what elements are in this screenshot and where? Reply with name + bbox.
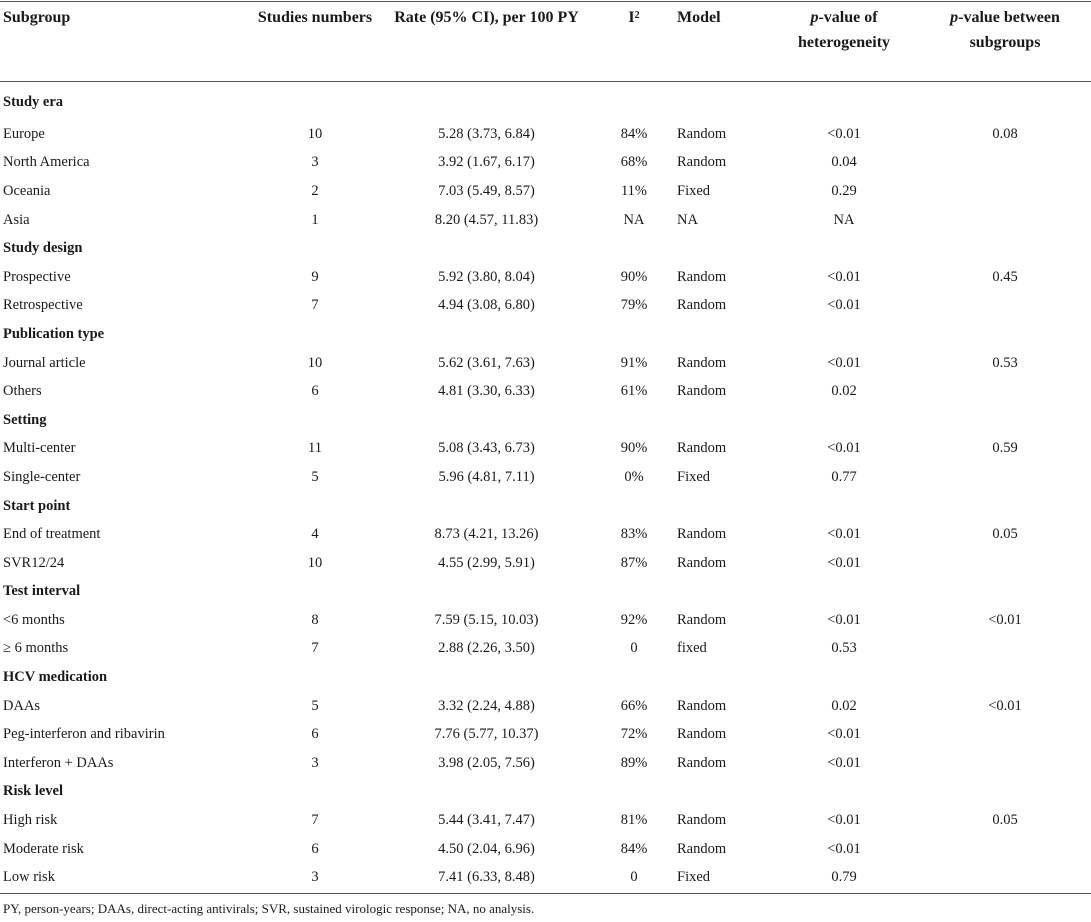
group-row (0, 578, 1091, 607)
cell-model: Fixed (677, 468, 711, 485)
cell-subgroup: Single-center (3, 468, 81, 485)
cell-studies: 5 (311, 697, 319, 714)
cell-model: Random (677, 812, 727, 829)
table-row (0, 549, 1091, 578)
table-row (0, 120, 1091, 149)
cell-model: Random (677, 297, 727, 314)
cell-heterogeneity: 0.53 (831, 640, 857, 657)
table-row (0, 806, 1091, 835)
cell-subgroup: Journal article (3, 354, 86, 371)
cell-studies: 7 (311, 812, 319, 829)
cell-studies: 3 (311, 754, 319, 771)
cell-model: Random (677, 354, 727, 371)
table-row (0, 520, 1091, 549)
header-subgroup: Subgroup (3, 9, 71, 26)
header-i2-base: I (628, 9, 635, 26)
cell-rate: 8.73 (4.21, 13.26) (434, 526, 539, 543)
cell-i2: 84% (620, 125, 648, 142)
cell-between (919, 749, 1091, 778)
cell-rate: 5.28 (3.73, 6.84) (438, 125, 535, 142)
group-title: Start point (3, 497, 71, 514)
cell-i2: 79% (620, 297, 648, 314)
cell-studies: 9 (311, 268, 319, 285)
cell-rate: 7.59 (5.15, 10.03) (434, 611, 539, 628)
table-body (0, 78, 1091, 892)
table-row (0, 606, 1091, 635)
cell-model: Random (677, 754, 727, 771)
table-row (0, 435, 1091, 464)
cell-i2: 0% (624, 468, 644, 485)
cell-i2: 0 (630, 869, 638, 886)
cell-subgroup: SVR12/24 (3, 554, 65, 571)
cell-subgroup: Multi-center (3, 440, 76, 457)
cell-heterogeneity: 0.02 (831, 697, 857, 714)
group-title: Risk level (3, 783, 64, 800)
header-het-p: p (810, 9, 819, 26)
cell-studies: 11 (308, 440, 322, 457)
cell-model: Random (677, 440, 727, 457)
cell-subgroup: Moderate risk (3, 840, 84, 857)
cell-between (919, 635, 1091, 664)
group-title: Study era (3, 93, 64, 110)
group-title: Study design (3, 240, 83, 257)
group-title: HCV medication (3, 669, 108, 686)
cell-subgroup: High risk (3, 812, 58, 829)
cell-between: <0.01 (988, 611, 1022, 628)
cell-model: Random (677, 726, 727, 743)
header-between (919, 2, 1091, 78)
header-i2 (593, 2, 675, 78)
cell-heterogeneity: 0.29 (831, 182, 857, 199)
cell-i2: 90% (620, 440, 648, 457)
cell-between (919, 149, 1091, 178)
cell-studies: 7 (311, 640, 319, 657)
cell-heterogeneity: 0.04 (831, 154, 857, 171)
cell-i2: 68% (620, 154, 648, 171)
cell-heterogeneity: <0.01 (827, 726, 861, 743)
cell-between (919, 463, 1091, 492)
cell-i2: 90% (620, 268, 648, 285)
cell-model: Random (677, 268, 727, 285)
cell-i2: 61% (620, 383, 648, 400)
cell-heterogeneity: <0.01 (827, 611, 861, 628)
cell-between: 0.45 (992, 268, 1018, 285)
cell-rate: 4.94 (3.08, 6.80) (438, 297, 535, 314)
table-row (0, 749, 1091, 778)
cell-between (919, 835, 1091, 864)
cell-heterogeneity: <0.01 (827, 440, 861, 457)
header-between-p: p (950, 9, 959, 26)
table-row (0, 720, 1091, 749)
cell-studies: 10 (307, 354, 323, 371)
cell-studies: 6 (311, 726, 319, 743)
cell-rate: 4.55 (2.99, 5.91) (438, 554, 535, 571)
cell-studies: 3 (311, 154, 319, 171)
subgroup-table (0, 2, 1091, 892)
cell-studies: 5 (311, 468, 319, 485)
group-row (0, 663, 1091, 692)
group-row (0, 492, 1091, 521)
group-row (0, 778, 1091, 807)
table-row (0, 149, 1091, 178)
cell-model: Fixed (677, 869, 711, 886)
cell-heterogeneity: NA (833, 211, 855, 228)
table-row (0, 635, 1091, 664)
cell-rate: 2.88 (2.26, 3.50) (438, 640, 535, 657)
cell-between: 0.05 (992, 526, 1018, 543)
cell-subgroup: Europe (3, 125, 45, 142)
cell-studies: 1 (311, 211, 319, 228)
header-row (0, 2, 1091, 78)
table-row (0, 206, 1091, 235)
cell-i2: 83% (620, 526, 648, 543)
cell-model: Random (677, 125, 727, 142)
cell-rate: 7.03 (5.49, 8.57) (438, 182, 535, 199)
group-row (0, 234, 1091, 263)
cell-heterogeneity: <0.01 (827, 297, 861, 314)
cell-subgroup: ≥ 6 months (3, 640, 69, 657)
cell-rate: 5.92 (3.80, 8.04) (438, 268, 535, 285)
header-i2-sup: 2 (634, 10, 640, 21)
cell-heterogeneity: <0.01 (827, 354, 861, 371)
cell-model: Random (677, 611, 727, 628)
table-row (0, 292, 1091, 321)
cell-between: <0.01 (988, 697, 1022, 714)
cell-between (919, 377, 1091, 406)
cell-between (919, 549, 1091, 578)
cell-between (919, 720, 1091, 749)
cell-studies: 2 (311, 182, 319, 199)
table-row (0, 349, 1091, 378)
cell-subgroup: Asia (3, 211, 30, 228)
cell-studies: 3 (311, 869, 319, 886)
group-title: Setting (3, 411, 47, 428)
cell-rate: 7.41 (6.33, 8.48) (438, 869, 535, 886)
cell-subgroup: End of treatment (3, 526, 101, 543)
group-row (0, 406, 1091, 435)
table-footnote: PY, person-years; DAAs, direct-acting antivirals; SVR, sustained virologic response; NA, no analysis. (3, 901, 535, 916)
cell-rate: 4.81 (3.30, 6.33) (438, 383, 535, 400)
cell-model: Random (677, 840, 727, 857)
cell-heterogeneity: 0.77 (831, 468, 857, 485)
cell-subgroup: Oceania (3, 182, 51, 199)
cell-heterogeneity: <0.01 (827, 554, 861, 571)
cell-between (919, 292, 1091, 321)
cell-studies: 10 (307, 554, 323, 571)
cell-i2: 91% (620, 354, 648, 371)
cell-between: 0.05 (992, 812, 1018, 829)
group-title: Publication type (3, 325, 105, 342)
cell-i2: 81% (620, 812, 648, 829)
table-row (0, 463, 1091, 492)
cell-i2: 66% (620, 697, 648, 714)
cell-rate: 4.50 (2.04, 6.96) (438, 840, 535, 857)
cell-subgroup: Peg-interferon and ribavirin (3, 726, 165, 743)
cell-between: 0.59 (992, 440, 1018, 457)
cell-rate: 3.32 (2.24, 4.88) (438, 697, 535, 714)
table-row (0, 863, 1091, 892)
cell-heterogeneity: <0.01 (827, 812, 861, 829)
cell-i2: 92% (620, 611, 648, 628)
table-row (0, 377, 1091, 406)
cell-rate: 5.62 (3.61, 7.63) (438, 354, 535, 371)
cell-heterogeneity: <0.01 (827, 840, 861, 857)
cell-heterogeneity: <0.01 (827, 268, 861, 285)
bottom-rule (0, 893, 1091, 894)
cell-rate: 7.76 (5.77, 10.37) (434, 726, 539, 743)
cell-subgroup: Retrospective (3, 297, 83, 314)
cell-between (919, 863, 1091, 892)
table-row (0, 835, 1091, 864)
cell-studies: 4 (311, 526, 319, 543)
cell-model: Random (677, 383, 727, 400)
cell-rate: 5.08 (3.43, 6.73) (438, 440, 535, 457)
cell-studies: 8 (311, 611, 319, 628)
cell-heterogeneity: 0.79 (831, 869, 857, 886)
cell-studies: 6 (311, 383, 319, 400)
cell-model: Random (677, 554, 727, 571)
cell-subgroup: North America (3, 154, 90, 171)
cell-subgroup: <6 months (3, 611, 65, 628)
header-between-rest: -value between subgroups (958, 9, 1060, 51)
cell-model: NA (677, 211, 698, 228)
header-rate: Rate (95% CI), per 100 PY (394, 9, 579, 26)
header-model: Model (677, 9, 721, 26)
cell-subgroup: DAAs (3, 697, 41, 714)
cell-heterogeneity: <0.01 (827, 526, 861, 543)
cell-between (919, 206, 1091, 235)
table-row (0, 177, 1091, 206)
group-row (0, 320, 1091, 349)
cell-rate: 3.98 (2.05, 7.56) (438, 754, 535, 771)
cell-model: Random (677, 154, 727, 171)
cell-rate: 5.44 (3.41, 7.47) (438, 812, 535, 829)
cell-rate: 3.92 (1.67, 6.17) (438, 154, 535, 171)
cell-model: Random (677, 526, 727, 543)
cell-model: fixed (677, 640, 707, 657)
cell-between (919, 177, 1091, 206)
table-row (0, 263, 1091, 292)
cell-heterogeneity: <0.01 (827, 125, 861, 142)
cell-i2: 84% (620, 840, 648, 857)
cell-i2: 89% (620, 754, 648, 771)
header-studies: Studies numbers (257, 9, 373, 26)
table-row (0, 692, 1091, 721)
cell-studies: 7 (311, 297, 319, 314)
header-het-rest: -value of heterogeneity (797, 9, 891, 51)
cell-rate: 8.20 (4.57, 11.83) (434, 211, 539, 228)
cell-model: Fixed (677, 182, 711, 199)
cell-rate: 5.96 (4.81, 7.11) (438, 468, 535, 485)
cell-heterogeneity: 0.02 (831, 383, 857, 400)
cell-between: 0.08 (992, 125, 1018, 142)
cell-i2: 0 (630, 640, 638, 657)
cell-studies: 10 (307, 125, 323, 142)
cell-model: Random (677, 697, 727, 714)
header-heterogeneity (769, 2, 919, 78)
cell-i2: 87% (620, 554, 648, 571)
cell-subgroup: Prospective (3, 268, 71, 285)
cell-i2: 72% (620, 726, 648, 743)
cell-subgroup: Interferon + DAAs (3, 754, 114, 771)
cell-subgroup: Low risk (3, 869, 55, 886)
cell-studies: 6 (311, 840, 319, 857)
cell-subgroup: Others (3, 383, 42, 400)
cell-i2: NA (623, 211, 645, 228)
cell-between: 0.53 (992, 354, 1018, 371)
cell-i2: 11% (620, 182, 648, 199)
cell-heterogeneity: <0.01 (827, 754, 861, 771)
group-row (0, 78, 1091, 120)
group-title: Test interval (3, 583, 81, 600)
